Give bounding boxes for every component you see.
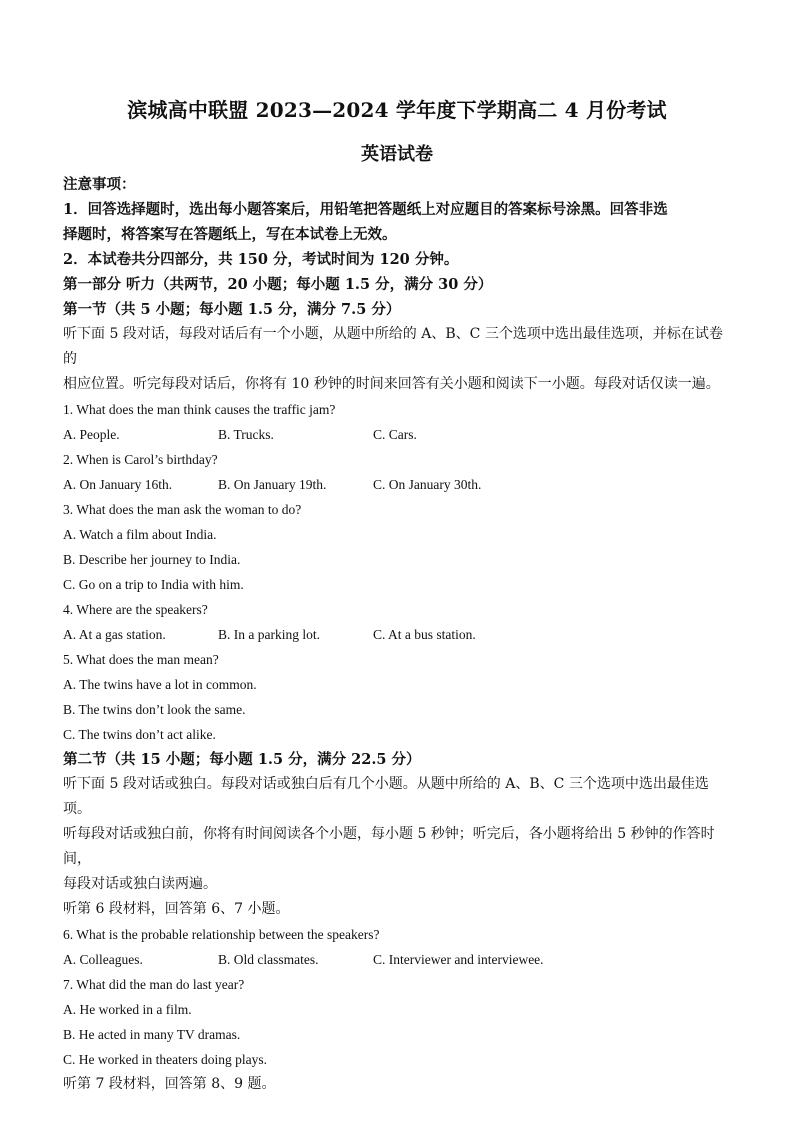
material-6-instruction: 听第 6 段材料，回答第 6、7 小题。 [63,901,290,917]
question-4-options [63,622,735,647]
option-b: B. On January 19th. [218,477,327,492]
exam-title: 滨城高中联盟 2023—2024 学年度下学期高二 4 月份考试 [127,98,667,122]
section1-heading: 第一节（共 5 小题；每小题 1.5 分，满分 7.5 分） [63,301,401,318]
exam-content [63,172,735,1097]
option-a: A. The twins have a lot in common. [63,677,257,692]
section2-instructions-line-3: 每段对话或独白读两遍。 [63,876,217,892]
section2-instructions-line-2: 听每段对话或独白前，你将有时间阅读各个小题，每小题 5 秒钟；听完后，各小题将给出 5 秒钟的作答时间， [63,826,715,867]
option-a: A. People. [63,427,120,442]
option-b: B. The twins don’t look the same. [63,702,246,717]
notice-item-1-line-2: 择题时，将答案写在答题纸上，写在本试卷上无效。 [63,226,397,243]
option-a: A. At a gas station. [63,627,166,642]
question-7: 7. What did the man do last year? [63,977,245,992]
question-6-options [63,947,735,972]
exam-subtitle: 英语试卷 [361,144,433,165]
notice-item-2: 2．本试卷共分四部分，共 150 分，考试时间为 120 分钟。 [63,251,459,268]
option-c: C. Cars. [373,427,417,442]
option-a: A. Watch a film about India. [63,527,217,542]
option-b: B. Trucks. [218,427,274,442]
material-7-instruction: 听第 7 段材料，回答第 8、9 题。 [63,1076,276,1092]
question-4: 4. Where are the speakers? [63,602,208,617]
question-5: 5. What does the man mean? [63,652,219,667]
notice-item-1-line-1: 1．回答选择题时，选出每小题答案后，用铅笔把答题纸上对应题目的答案标号涂黑。回答非选 [63,201,668,218]
option-a: A. Colleagues. [63,952,143,967]
option-c: C. The twins don’t act alike. [63,727,216,742]
option-b: B. In a parking lot. [218,627,320,642]
notice-heading: 注意事项： [63,176,136,193]
option-a: A. He worked in a film. [63,1002,192,1017]
section2-heading: 第二节（共 15 小题；每小题 1.5 分，满分 22.5 分） [63,751,421,768]
option-c: C. Interviewer and interviewee. [373,952,544,967]
option-c: C. He worked in theaters doing plays. [63,1052,267,1067]
option-c: C. Go on a trip to India with him. [63,577,244,592]
option-b: B. Describe her journey to India. [63,552,241,567]
question-2: 2. When is Carol’s birthday? [63,452,218,467]
question-3: 3. What does the man ask the woman to do? [63,502,302,517]
question-2-options [63,472,735,497]
option-b: B. Old classmates. [218,952,319,967]
section1-instructions-line-2: 相应位置。听完每段对话后，你将有 10 秒钟的时间来回答有关小题和阅读下一小题。每段对话仅读一遍。 [63,376,720,392]
part1-heading: 第一部分 听力（共两节，20 小题；每小题 1.5 分，满分 30 分） [63,276,493,293]
question-1: 1. What does the man think causes the traffic jam? [63,402,336,417]
section2-instructions-line-1: 听下面 5 段对话或独白。每段对话或独白后有几个小题。从题中所给的 A、B、C 三个选项中选出最佳选项。 [63,776,709,817]
option-c: C. On January 30th. [373,477,482,492]
question-6: 6. What is the probable relationship between the speakers? [63,927,380,942]
option-c: C. At a bus station. [373,627,476,642]
option-b: B. He acted in many TV dramas. [63,1027,241,1042]
option-a: A. On January 16th. [63,477,173,492]
section1-instructions-line-1: 听下面 5 段对话，每段对话后有一个小题，从题中所给的 A、B、C 三个选项中选出最佳选项，并标在试卷的 [63,326,723,367]
question-1-options [63,422,735,447]
